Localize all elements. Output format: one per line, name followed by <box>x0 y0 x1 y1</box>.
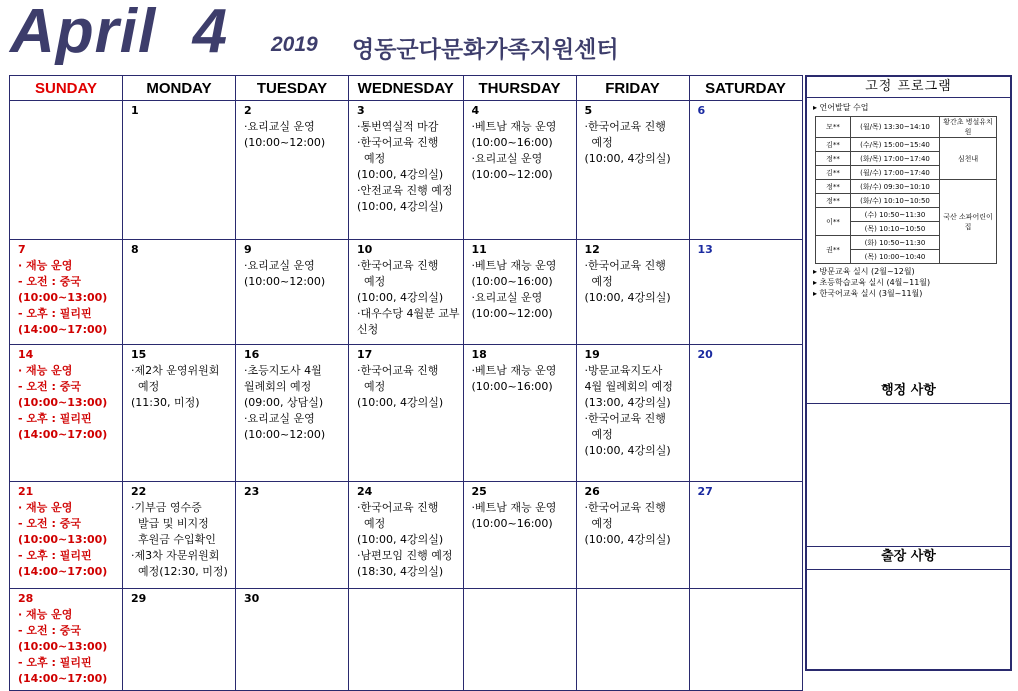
day-number: 7 <box>18 243 26 256</box>
day-number: 1 <box>131 104 139 117</box>
day-number: 22 <box>131 485 147 498</box>
day-cell <box>463 101 576 240</box>
event-line: (10:00~16:00) <box>471 380 553 393</box>
event-line: - 오후 : 필리핀 <box>18 412 92 425</box>
fixed-program-title: 고정 프로그램 <box>807 77 1010 98</box>
day-cell <box>236 345 349 482</box>
day-cell <box>689 240 802 345</box>
language-class-label: ▸ 언어발달 수업 <box>813 103 869 112</box>
event-line: (10:00~12:00) <box>471 307 553 320</box>
day-cell <box>463 589 576 691</box>
center-title: 영동군다문화가족지원센터 <box>352 37 619 63</box>
weekday-header: SATURDAY <box>689 76 802 101</box>
event-line: - 오전 : 중국 <box>18 275 81 288</box>
month-title: April 4 <box>10 0 229 66</box>
event-line: (10:00, 4강의실) <box>357 168 444 181</box>
day-cell <box>236 101 349 240</box>
event-line: ·한국어교육 진행 <box>357 136 439 149</box>
event-line: · 재능 운영 <box>18 364 73 377</box>
schedule-time: (수/목) 15:00~15:40 <box>851 138 940 152</box>
event-line: - 오후 : 필리핀 <box>18 307 92 320</box>
day-cell <box>576 589 689 691</box>
schedule-name: 김** <box>816 138 851 152</box>
day-number: 12 <box>584 243 600 256</box>
event-line: ·안전교육 진행 예정 <box>357 184 453 197</box>
day-cell <box>689 482 802 589</box>
event-line: ·남편모임 진행 예정 <box>357 549 453 562</box>
event-line: ·한국어교육 진행 <box>357 364 439 377</box>
event-line: (10:00, 4강의실) <box>357 396 444 409</box>
schedule-time: (월/목) 13:30~14:10 <box>851 117 940 138</box>
event-line: ·초등지도사 4월 <box>244 364 322 377</box>
admin-section-body <box>807 404 1010 546</box>
day-cell <box>123 345 236 482</box>
event-line: ·방문교육지도사 <box>584 364 663 377</box>
program-note: ▸ 한국어교육 실시 (3월~11월) <box>813 289 923 298</box>
day-number: 18 <box>471 348 487 361</box>
schedule-name: 정** <box>816 180 851 194</box>
admin-section-title: 행정 사항 <box>881 383 936 398</box>
day-number: 19 <box>584 348 600 361</box>
event-line: ·대우수당 4월분 교부 <box>357 307 460 320</box>
schedule-location: 황간초 병설유치원 <box>940 117 997 138</box>
day-cell <box>123 240 236 345</box>
event-line: 예정 <box>357 275 386 288</box>
day-cell <box>10 345 123 482</box>
day-cell <box>123 101 236 240</box>
event-line: ·요리교실 운영 <box>471 291 543 304</box>
event-line: (10:00~13:00) <box>18 533 108 546</box>
event-line: (10:00~12:00) <box>244 428 326 441</box>
day-number: 5 <box>584 104 593 117</box>
event-line: (10:00, 4강의실) <box>584 533 671 546</box>
event-line: · 재능 운영 <box>18 608 73 621</box>
schedule-location: 심천내 <box>940 138 997 180</box>
schedule-name: 이** <box>816 208 851 236</box>
day-cell <box>10 589 123 691</box>
event-line: (10:00, 4강의실) <box>584 444 671 457</box>
day-number: 3 <box>357 104 365 117</box>
day-cell <box>463 345 576 482</box>
event-line: 예정 <box>357 152 386 165</box>
schedule-time: (목) 10:00~10:40 <box>851 250 940 264</box>
calendar-grid <box>9 75 803 691</box>
event-line: ·요리교실 운영 <box>471 152 543 165</box>
day-cell <box>10 482 123 589</box>
day-number: 20 <box>697 348 713 361</box>
schedule-time: (목) 10:10~10:50 <box>851 222 940 236</box>
day-cell <box>10 101 123 240</box>
event-line: 월례회의 예정 <box>244 380 312 393</box>
schedule-name: 정** <box>816 194 851 208</box>
event-line: (10:00, 4강의실) <box>584 291 671 304</box>
event-line: (10:00, 4강의실) <box>357 200 444 213</box>
event-line: - 오전 : 중국 <box>18 517 81 530</box>
event-line: 예정 <box>131 380 160 393</box>
event-line: ·한국어교육 진행 <box>357 259 439 272</box>
event-line: ·요리교실 운영 <box>244 259 315 272</box>
day-number: 15 <box>131 348 147 361</box>
day-cell <box>123 589 236 691</box>
day-cell <box>349 589 464 691</box>
event-line: - 오후 : 필리핀 <box>18 549 92 562</box>
schedule-time: (수) 10:50~11:30 <box>851 208 940 222</box>
schedule-name: 모** <box>816 117 851 138</box>
weekday-header: SUNDAY <box>10 76 123 101</box>
schedule-time: (월/수) 17:00~17:40 <box>851 166 940 180</box>
event-line: (14:00~17:00) <box>18 672 108 685</box>
day-cell <box>689 589 802 691</box>
day-number: 27 <box>697 485 713 498</box>
day-number: 24 <box>357 485 373 498</box>
day-cell <box>689 101 802 240</box>
week-row <box>10 589 803 691</box>
week-row <box>10 101 803 240</box>
day-cell <box>349 345 464 482</box>
schedule-time: (화/수) 09:30~10:10 <box>851 180 940 194</box>
day-number: 4 <box>471 104 480 117</box>
day-cell <box>689 345 802 482</box>
event-line: ·제3차 자문위원회 <box>131 549 220 562</box>
side-panel <box>805 75 1012 671</box>
event-line: ·기부금 영수증 <box>131 501 202 514</box>
day-number: 13 <box>697 243 713 256</box>
event-line: (10:00, 4강의실) <box>357 533 444 546</box>
event-line: (10:00~13:00) <box>18 396 108 409</box>
weekday-header: MONDAY <box>123 76 236 101</box>
event-line: ·요리교실 운영 <box>244 412 315 425</box>
day-number: 17 <box>357 348 373 361</box>
event-line: 예정(12:30, 미정) <box>131 565 228 578</box>
event-line: (10:00~12:00) <box>471 168 553 181</box>
day-cell <box>349 482 464 589</box>
schedule-row <box>816 138 997 152</box>
schedule-row <box>816 180 997 194</box>
event-line: · 재능 운영 <box>18 501 73 514</box>
day-cell <box>349 101 464 240</box>
day-cell <box>10 240 123 345</box>
week-row <box>10 345 803 482</box>
schedule-row <box>816 117 997 138</box>
week-row <box>10 240 803 345</box>
event-line: 발급 및 비지정 <box>131 517 209 530</box>
day-number: 8 <box>131 243 139 256</box>
event-line: 예정 <box>584 517 613 530</box>
program-notes <box>807 266 1010 299</box>
day-number: 28 <box>18 592 34 605</box>
event-line: ·한국어교육 진행 <box>584 259 666 272</box>
weekday-header: FRIDAY <box>576 76 689 101</box>
event-line: ·제2차 운영위원회 <box>131 364 220 377</box>
event-line: 예정 <box>584 136 613 149</box>
weekday-header: TUESDAY <box>236 76 349 101</box>
event-line: ·한국어교육 진행 <box>584 120 666 133</box>
event-line: ·요리교실 운영 <box>244 120 315 133</box>
event-line: (11:30, 미정) <box>131 396 200 409</box>
event-line: 후원금 수입확인 <box>131 533 216 546</box>
event-line: (14:00~17:00) <box>18 428 108 441</box>
schedule-time: (화) 10:50~11:30 <box>851 236 940 250</box>
day-number: 2 <box>244 104 252 117</box>
event-line: (10:00~16:00) <box>471 275 553 288</box>
weekday-header-row <box>10 76 803 101</box>
event-line: - 오전 : 중국 <box>18 624 81 637</box>
event-line: (10:00, 4강의실) <box>584 152 671 165</box>
program-note: ▸ 방문교육 실시 (2월~12월) <box>813 267 915 276</box>
day-cell <box>463 240 576 345</box>
day-number: 29 <box>131 592 147 605</box>
schedule-time: (화/목) 17:00~17:40 <box>851 152 940 166</box>
event-line: - 오후 : 필리핀 <box>18 656 92 669</box>
day-cell <box>576 101 689 240</box>
day-cell <box>236 482 349 589</box>
event-line: (10:00~16:00) <box>471 517 553 530</box>
trip-section-title: 출장 사항 <box>881 549 936 564</box>
event-line: (18:30, 4강의실) <box>357 565 444 578</box>
schedule-name: 권** <box>816 236 851 264</box>
weekday-header: WEDNESDAY <box>349 76 464 101</box>
day-cell <box>463 482 576 589</box>
event-line: (10:00~12:00) <box>244 275 326 288</box>
day-number: 14 <box>18 348 34 361</box>
event-line: ·베트남 재능 운영 <box>471 120 557 133</box>
event-line: (10:00~16:00) <box>471 136 553 149</box>
day-number: 21 <box>18 485 34 498</box>
day-cell <box>576 482 689 589</box>
year-title: 2019 <box>271 33 318 56</box>
day-cell <box>236 589 349 691</box>
event-line: ·한국어교육 진행 <box>584 412 666 425</box>
schedule-location: 국산 소파어린이집 <box>940 180 997 264</box>
event-line: 예정 <box>584 275 613 288</box>
program-schedule-table <box>815 116 997 264</box>
event-line: (13:00, 4강의실) <box>584 396 671 409</box>
event-line: ·한국어교육 진행 <box>357 501 439 514</box>
event-line: (10:00~13:00) <box>18 291 108 304</box>
day-number: 9 <box>244 243 252 256</box>
day-number: 6 <box>697 104 706 117</box>
event-line: ·베트남 재능 운영 <box>471 259 557 272</box>
week-row <box>10 482 803 589</box>
day-number: 16 <box>244 348 260 361</box>
event-line: ·통번역실적 마감 <box>357 120 439 133</box>
event-line: (10:00~13:00) <box>18 640 108 653</box>
day-number: 23 <box>244 485 260 498</box>
weekday-header: THURSDAY <box>463 76 576 101</box>
event-line: ·베트남 재능 운영 <box>471 364 557 377</box>
day-number: 10 <box>357 243 373 256</box>
event-line: ·베트남 재능 운영 <box>471 501 557 514</box>
day-cell <box>236 240 349 345</box>
event-line: (10:00~12:00) <box>244 136 326 149</box>
program-note: ▸ 초등학습교육 실시 (4월~11월) <box>813 278 931 287</box>
event-line: 4월 월례회의 예정 <box>584 380 673 393</box>
day-cell <box>349 240 464 345</box>
day-cell <box>576 345 689 482</box>
event-line: (14:00~17:00) <box>18 323 108 336</box>
event-line: ·한국어교육 진행 <box>584 501 666 514</box>
day-number: 25 <box>471 485 487 498</box>
event-line: 예정 <box>357 517 386 530</box>
event-line: 예정 <box>357 380 386 393</box>
schedule-time: (화/수) 10:10~10:50 <box>851 194 940 208</box>
day-cell <box>123 482 236 589</box>
event-line: 신청 <box>357 323 379 336</box>
schedule-name: 정** <box>816 152 851 166</box>
day-cell <box>576 240 689 345</box>
event-line: 예정 <box>584 428 613 441</box>
event-line: - 오전 : 중국 <box>18 380 81 393</box>
day-number: 26 <box>584 485 600 498</box>
day-number: 30 <box>244 592 260 605</box>
event-line: (09:00, 상담실) <box>244 396 324 409</box>
event-line: (14:00~17:00) <box>18 565 108 578</box>
event-line: · 재능 운영 <box>18 259 73 272</box>
event-line: (10:00, 4강의실) <box>357 291 444 304</box>
day-number: 11 <box>471 243 487 256</box>
schedule-name: 김** <box>816 166 851 180</box>
